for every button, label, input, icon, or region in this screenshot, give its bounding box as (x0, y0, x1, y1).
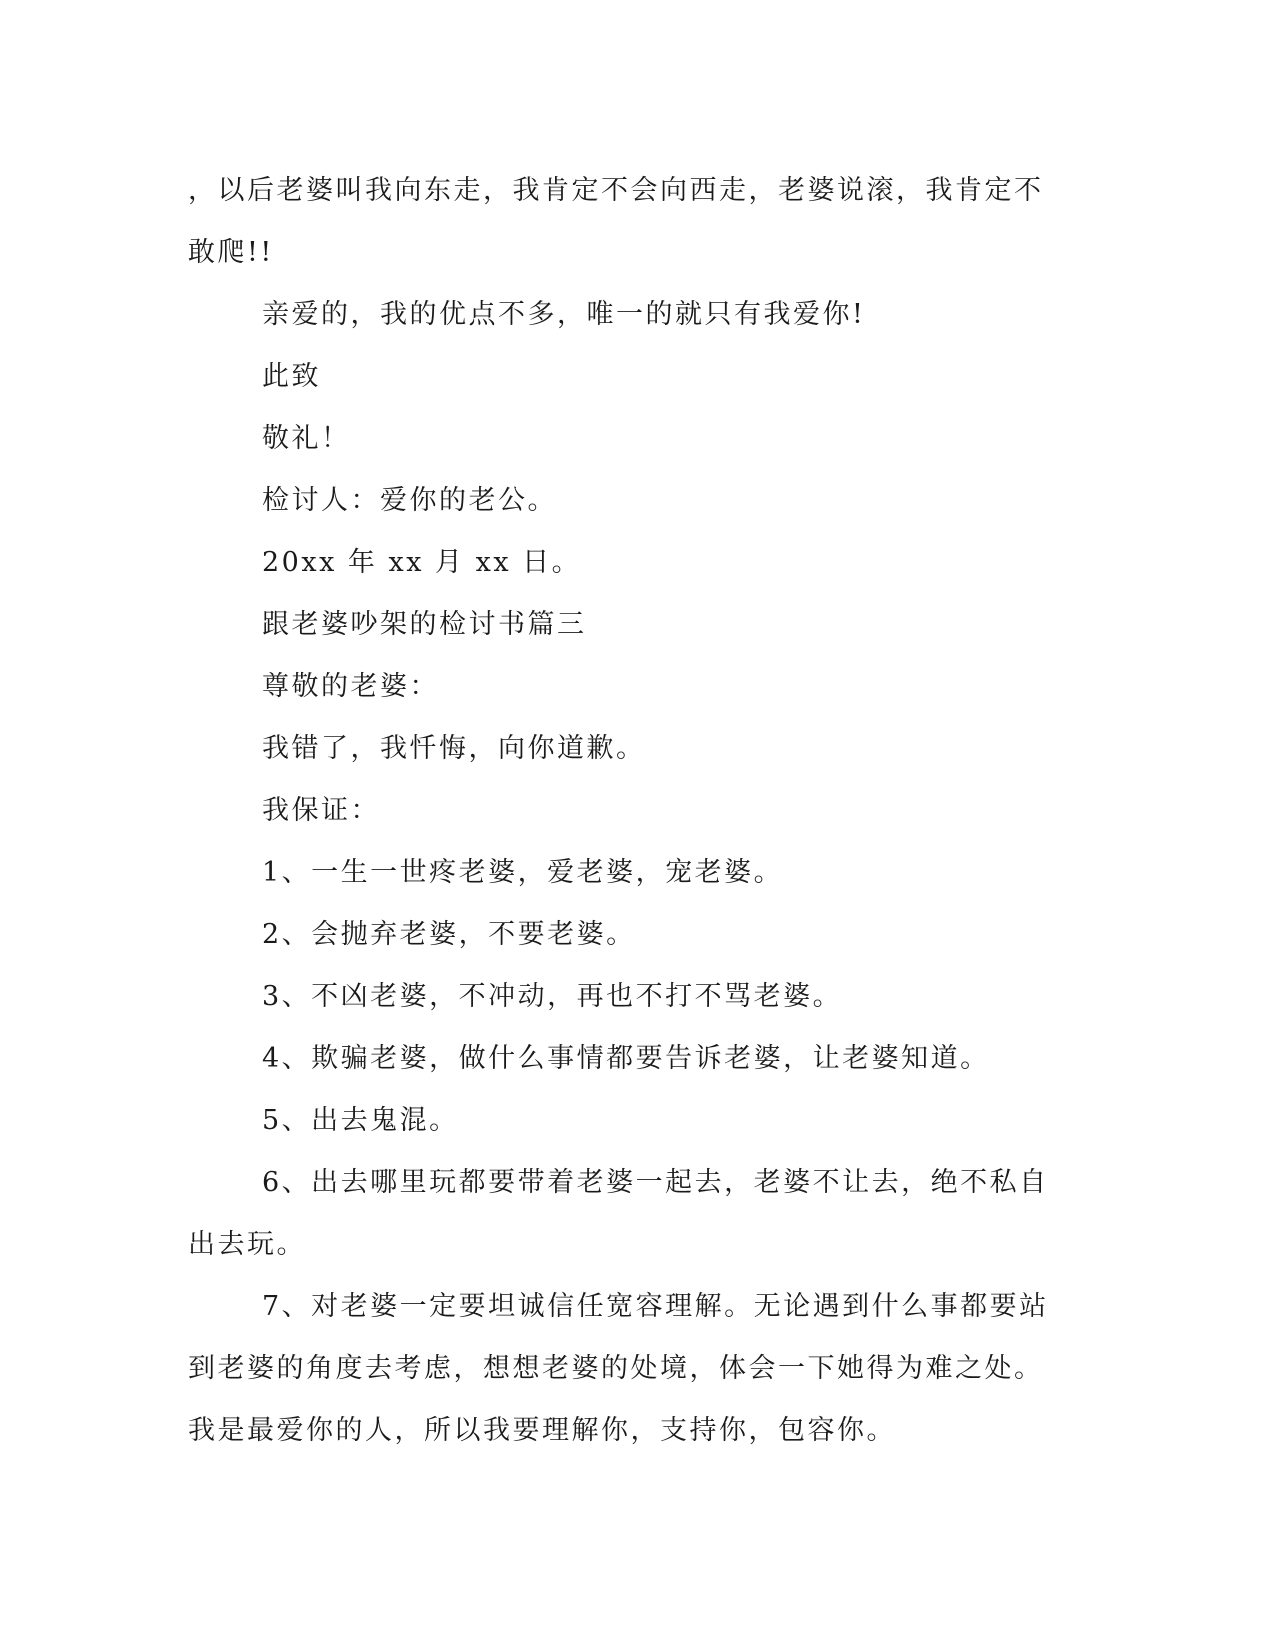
document-body (188, 160, 1068, 1462)
closing-regards: 敬礼！ (262, 423, 351, 454)
date-line: 20xx 年 xx 月 xx 日。 (262, 547, 582, 578)
greeting: 尊敬的老婆： (262, 671, 439, 702)
promise-item-2: 2、会抛弃老婆，不要老婆。 (262, 919, 636, 950)
paragraph-love-statement: 亲爱的，我的优点不多，唯一的就只有我爱你! (262, 299, 866, 330)
promise-item-1: 1、一生一世疼老婆，爱老婆，宠老婆。 (262, 857, 784, 888)
paragraph-continuation: ，以后老婆叫我向东走，我肯定不会向西走，老婆说滚，我肯定不敢爬!! (188, 175, 1044, 268)
section-title: 跟老婆吵架的检讨书篇三 (262, 609, 587, 640)
apology-paragraph: 我错了，我忏悔，向你道歉。 (262, 733, 646, 764)
promise-heading: 我保证： (262, 795, 380, 826)
signature-line: 检讨人：爱你的老公。 (262, 485, 557, 516)
promise-item-7: 7、对老婆一定要坦诚信任宽容理解。无论遇到什么事都要站到老婆的角度去考虑，想想老婆的处境，体会一下她得为难之处。我是最爱你的人，所以我要理解你，支持你，包容你。 (188, 1291, 1049, 1446)
promise-item-5: 5、出去鬼混。 (262, 1105, 459, 1136)
promise-item-4: 4、欺骗老婆，做什么事情都要告诉老婆，让老婆知道。 (262, 1043, 990, 1074)
promise-item-3: 3、不凶老婆，不冲动，再也不打不骂老婆。 (262, 981, 843, 1012)
promise-item-6: 6、出去哪里玩都要带着老婆一起去，老婆不让去，绝不私自出去玩。 (188, 1167, 1049, 1260)
closing-salutation: 此致 (262, 361, 321, 392)
